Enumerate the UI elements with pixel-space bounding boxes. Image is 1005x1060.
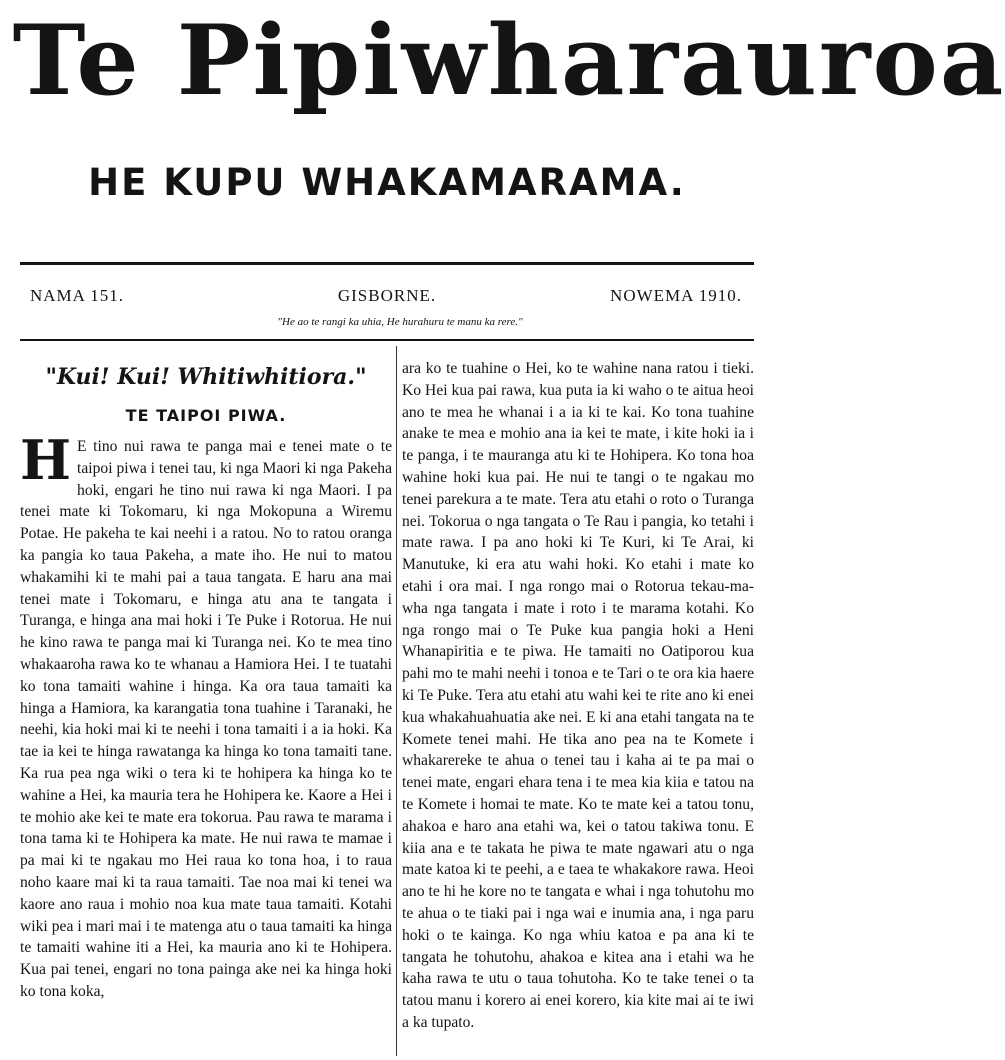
drop-cap: H bbox=[20, 428, 72, 492]
masthead-bottom-rule bbox=[20, 339, 754, 341]
article-body-left: E tino nui rawa te panga mai e tenei mate o te taipoi piwa i tenei tau, ki nga Maori ki nga Pakeha hoki, engari he tino nui rawa ki nga Maori. I pa tenei mate ki Tokomaru, ki nga Mokopuna a Wiremu Potae. He pakeha te kai neehi i a ratou. No to ratou oranga ka pangia ko taua Pakeha, a mate iho. He nui to matou whakamihi ki te mahi pai a taua tangata. E haru ana mai tenei mate i Tokomaru, e hinga atu ana te tangata i Turanga, e hinga ana mai hoki i Te Puke i Rotorua. He nui he kino rawa te panga mai ki Turanga nei. Ko te mea tino whakaaroha rawa ko te whanau a Hamiora Hei. I te tuatahi ko tona tamaiti wahine i hinga. Ka ora taua tamaiti ka hinga a Hamiora, ka karangatia tona tuahine i Taranaki, he neehi, kia hoki mai ki te neehi i tona tamaiti i a ia hoki. Ka tae ia kei te hinga rawatanga ka hinga ko tona tamaiti tane. Ka rua pea nga wiki o tera ki te hohipera ka hinga ko te wahine a Hei, ka mauria tera he Hohipera ke. Kaore a Hei i te mohio ake kei te mate era tokorua. Pau rawa te marama i tona tama ki te Hohipera ka mate. He nui rawa te mamae i pa mai ki te ngakau mo Hei raua ko tona hoa, i to raua noho kaare mai ki ta raua tamaiti. Tae noa mai ki tenei wa kaore ano raua i mohio noa kua mate taua tamaiti. Kotahi wiki pea i mari mai i te matenga atu o taua tamaiti ka hinga te tamaiti wahine iti a Hei, ka mauria ano ki te Hohipera. Kua pai tenei, engari no tona painga ake nei ka hinga hoki ko tona koka, bbox=[20, 438, 392, 1000]
issue-date: NOWEMA 1910. bbox=[610, 286, 742, 305]
subtitle: HE KUPU WHAKAMARAMA. bbox=[88, 161, 686, 204]
top-rule-thin bbox=[20, 264, 754, 265]
motto: "He ao te rangi ka uhia, He hurahuru te manu ka rere." bbox=[277, 316, 523, 328]
column-divider bbox=[396, 346, 397, 1056]
issue-place: GISBORNE. bbox=[337, 286, 437, 305]
article-column-right bbox=[402, 358, 754, 1034]
article-column-left bbox=[20, 362, 392, 1003]
article-subhead: TE TAIPOI PIWA. bbox=[125, 406, 287, 425]
article-body-right: ara ko te tuahine o Hei, ko te wahine nana ratou i tieki. Ko Hei kua pai rawa, kua puta ia ki waho o te aitua heoi ano te mea he whanai i a ia ki te kai. Ko tona tuahine anake te mea e mohio ana ia kei te mate, i kite hoki ia i te panga, i te mauranga atu ki te Hohipera. Ko tona hoa wahine hoki kua pai. He nui te tangi o te ngakau mo tenei parekura a te mate. Tera atu etahi o roto o Turanga nei. Tokorua o nga tangata o Te Rau i pangia, ko tetahi i mate rawa. I pa ano hoki ki Te Kuri, ki Te Arai, ki Manutuke, ki era atu wahi hoki. Ko etahi i mate ko etahi i ora mai. I nga rongo mai o Rotorua tekau-ma-wha nga tangata i mate i roto i te marama kotahi. Ko nga rongo mai o Te Puke kua pangia hoki a Heni Whanapiritia e te piwa. He tamaiti no Oatiporou kua pahi mo te mahi neehi i tonoa e te Tari o te ora kia haere ki Te Puke. Tera atu etahi atu wahi kei te rite ano ki enei kua whakahuahuatia ake nei. E ki ana etahi tangata na te Komete tenei mahi. He tika ano pea na te Komete i whakarereke te ahua o tenei tau i kaha ai te pa mai o tenei mate, engari ehara tena i te mea kia kiia e tatou na te Komete i homai te mate. Ko te mate kei a tatou tonu, ahakoa e haro ana etahi wa, kei o tatou takiwa tonu. E kiia ana e te takata he piwa te mate ngawari atu o nga mate katoa ki te peehi, a e taea te whakakore rawa. Heoi ano te hi he kore no te tangata e whai i nga tohutohu mo te ahua o te tiaki pai i nga wai e inumia ana, i nga paru hoki o te kainga. Ko nga whiu katoa e pa ana ki te tangata he tohutohu, ahakoa e kitea ana i etahi wa he kaha rawa te utu o taua tohutoha. Ko te take tenei o ta tatou manu i korero ai enei korero, kia kite mai ai te iwi a ka tupato. bbox=[402, 360, 754, 1031]
article-headline: "Kui! Kui! Whitiwhitiora." bbox=[45, 364, 367, 390]
issue-number: NAMA 151. bbox=[30, 286, 125, 305]
article-paragraph bbox=[20, 428, 392, 1003]
masthead-title: Te Pipiwharauroa bbox=[12, 4, 1005, 117]
